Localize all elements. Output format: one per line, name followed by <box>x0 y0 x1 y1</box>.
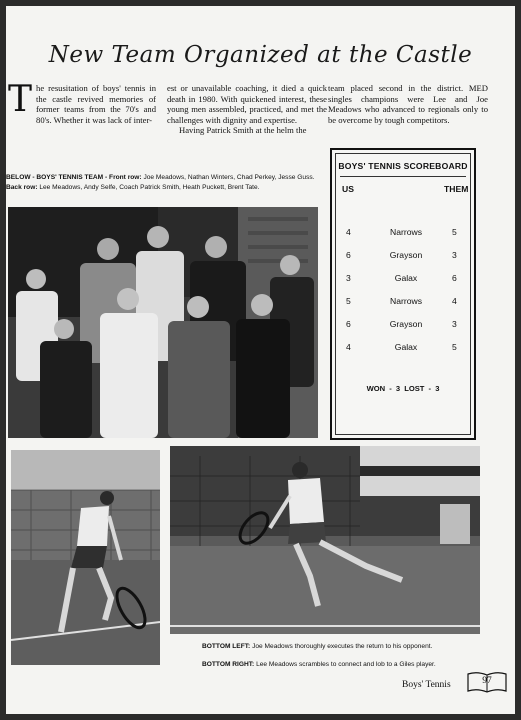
score-them: 6 <box>452 273 457 283</box>
opponent-name: Grayson <box>389 319 423 329</box>
scoreboard-row <box>336 250 470 262</box>
opponent-name: Galax <box>394 273 418 283</box>
opponent-name: Galax <box>394 342 418 352</box>
score-us: 4 <box>346 342 351 352</box>
article-column-3: team placed second in the district. MED singles champions were Lee and Joe Meadows who advanced to regionals only to be overcome by tough competitors. <box>328 83 488 125</box>
score-us: 5 <box>346 296 351 306</box>
scoreboard-row <box>336 319 470 331</box>
score-us: 3 <box>346 273 351 283</box>
score-them: 3 <box>452 319 457 329</box>
article-column-1 <box>8 79 156 125</box>
team-caption-front: Joe Meadows, Nathan Winters, Chad Perkey, Jesse Guss. <box>141 174 315 181</box>
scoreboard-row <box>336 273 470 285</box>
article-col2-paragraph-2: Having Patrick Smith at the helm the <box>179 125 307 136</box>
caption-bottom-left-text: Joe Meadows thoroughly executes the return to his opponent. <box>250 643 433 650</box>
score-us: 6 <box>346 250 351 260</box>
scoreboard-title: BOYS' TENNIS SCOREBOARD <box>338 161 468 171</box>
score-them: 5 <box>452 227 457 237</box>
score-us: 6 <box>346 319 351 329</box>
caption-bottom-left <box>202 643 502 650</box>
page-number: 97 <box>482 676 492 686</box>
page-title: New Team Organized at the Castle <box>48 42 473 68</box>
scoreboard-row <box>336 342 470 354</box>
scoreboard-row <box>336 296 470 308</box>
article-col2-paragraph-1: est or unavailable coaching, it died a quick death in 1980. With quickened interest, these young men assembled, practiced, and met the challenges with dignity and expertise. <box>167 83 327 125</box>
opponent-name: Narrows <box>390 227 422 237</box>
season-record: WON - 3 LOST - 3 <box>366 384 440 393</box>
score-them: 5 <box>452 342 457 352</box>
scoreboard <box>330 148 476 440</box>
section-label: Boys' Tennis <box>402 680 451 690</box>
score-us: 4 <box>346 227 351 237</box>
score-them: 4 <box>452 296 457 306</box>
team-photo <box>8 207 318 438</box>
team-photo-caption <box>6 173 320 193</box>
article-col1-text: he resusitation of boys' tennis in the castle revived memories of former teams from the 70's and 80's. Whether it was lack of inter- <box>36 83 156 125</box>
team-caption-lead: BELOW - BOYS' TENNIS TEAM - Front row: <box>6 174 142 181</box>
drop-cap: T <box>8 79 33 120</box>
caption-bottom-right-text: Lee Meadows scrambles to connect and lob to a Giles player. <box>254 661 436 668</box>
caption-bottom-right-label: BOTTOM RIGHT: <box>202 661 255 668</box>
bottom-right-photo <box>170 446 480 634</box>
article-column-2 <box>167 83 327 136</box>
team-caption-back-label: Back row: <box>6 184 38 191</box>
score-them: 3 <box>452 250 457 260</box>
scoreboard-row <box>336 227 470 239</box>
scoreboard-divider <box>340 176 466 177</box>
bottom-left-photo <box>11 450 160 665</box>
scoreboard-us-header: US <box>342 184 354 194</box>
scoreboard-frame <box>335 153 471 435</box>
opponent-name: Grayson <box>389 250 423 260</box>
caption-bottom-right <box>202 661 502 668</box>
caption-bottom-left-label: BOTTOM LEFT: <box>202 643 251 650</box>
opponent-name: Narrows <box>390 296 422 306</box>
scoreboard-them-header: THEM <box>444 184 469 194</box>
team-caption-back: Lee Meadows, Andy Selfe, Coach Patrick Smith, Heath Puckett, Brent Tate. <box>37 184 260 191</box>
